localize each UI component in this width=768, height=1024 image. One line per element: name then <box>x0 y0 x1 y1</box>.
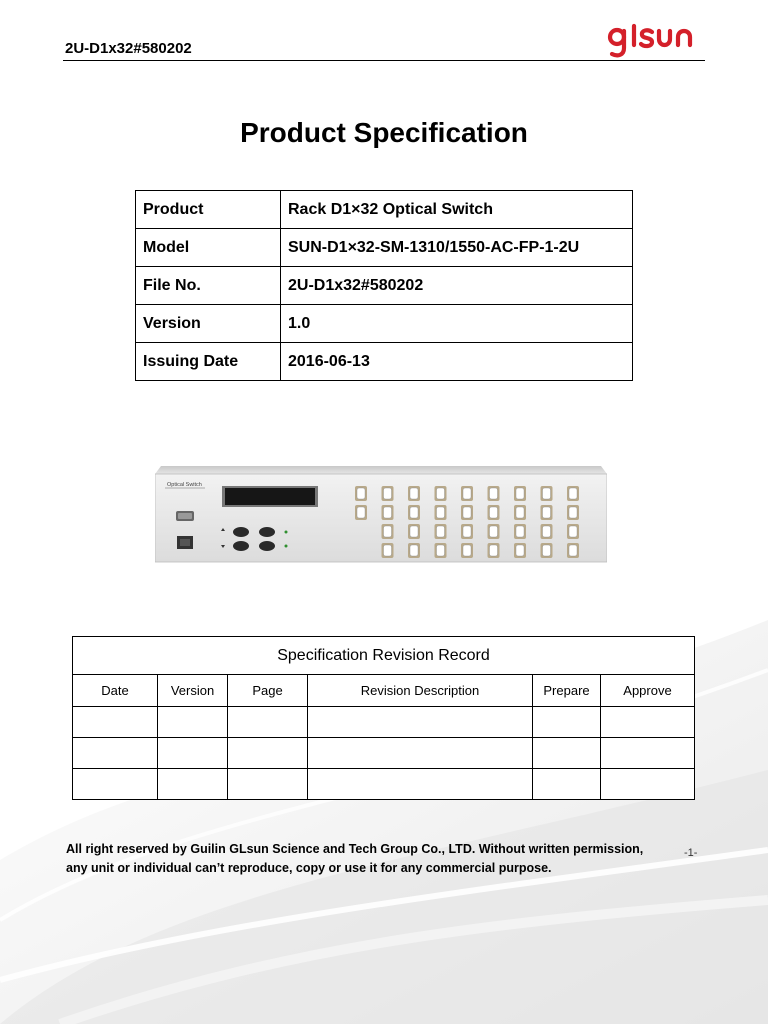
fiber-port-dust-cap <box>437 507 445 518</box>
optical-switch-device-image <box>155 458 607 564</box>
fiber-port-dust-cap <box>543 545 551 556</box>
fiber-port-dust-cap <box>516 507 524 518</box>
fiber-port-dust-cap <box>516 526 524 537</box>
fiber-port-dust-cap <box>437 545 445 556</box>
spec-row-file-no <box>136 267 633 305</box>
spec-key: Product <box>136 191 281 229</box>
table-cell <box>73 707 158 738</box>
panel-label: Optical Switch <box>167 482 202 488</box>
table-cell <box>73 769 158 800</box>
fiber-port-dust-cap <box>569 488 577 499</box>
table-cell <box>158 738 228 769</box>
fiber-port-dust-cap <box>490 526 498 537</box>
page-number: -1- <box>684 847 698 859</box>
table-cell <box>533 707 601 738</box>
table-cell <box>533 738 601 769</box>
fiber-port-dust-cap <box>490 488 498 499</box>
table-cell <box>308 707 533 738</box>
spec-value: SUN-D1×32-SM-1310/1550-AC-FP-1-2U <box>281 229 633 267</box>
fiber-port-dust-cap <box>543 488 551 499</box>
table-cell <box>228 707 308 738</box>
fiber-port-dust-cap <box>569 545 577 556</box>
table-cell <box>601 769 695 800</box>
col-header-prepare: Prepare <box>533 675 601 707</box>
fiber-port-dust-cap <box>463 488 471 499</box>
fiber-port-dust-cap <box>384 526 392 537</box>
fiber-port-dust-cap <box>543 526 551 537</box>
spec-key: Model <box>136 229 281 267</box>
fiber-port-dust-cap <box>437 488 445 499</box>
col-header-approve: Approve <box>601 675 695 707</box>
fiber-port-dust-cap <box>357 488 365 499</box>
fiber-port-dust-cap <box>410 526 418 537</box>
spec-table <box>135 190 633 381</box>
fiber-port-dust-cap <box>463 545 471 556</box>
col-header-version: Version <box>158 675 228 707</box>
fiber-port-dust-cap <box>357 507 365 518</box>
col-header-page: Page <box>228 675 308 707</box>
table-row <box>73 707 695 738</box>
table-cell <box>308 738 533 769</box>
spec-key: File No. <box>136 267 281 305</box>
table-cell <box>158 769 228 800</box>
spec-row-version <box>136 305 633 343</box>
fiber-port-dust-cap <box>437 526 445 537</box>
revision-table-caption: Specification Revision Record <box>73 637 695 675</box>
fiber-port-dust-cap <box>490 507 498 518</box>
fiber-port-dust-cap <box>516 545 524 556</box>
fiber-port-dust-cap <box>410 488 418 499</box>
copyright-line-1: All right reserved by Guilin GLsun Science and Tech Group Co., LTD. Without written permission, <box>66 842 644 856</box>
fiber-port-dust-cap <box>463 526 471 537</box>
col-header-date: Date <box>73 675 158 707</box>
table-cell <box>228 738 308 769</box>
spec-key: Version <box>136 305 281 343</box>
copyright-notice <box>66 840 716 878</box>
table-cell <box>308 769 533 800</box>
table-cell <box>158 707 228 738</box>
fiber-port-dust-cap <box>410 545 418 556</box>
spec-key: Issuing Date <box>136 343 281 381</box>
spec-value: 2016-06-13 <box>281 343 633 381</box>
fiber-port-dust-cap <box>543 507 551 518</box>
spec-row-model <box>136 229 633 267</box>
fiber-port-dust-cap <box>384 545 392 556</box>
table-cell <box>73 738 158 769</box>
table-cell <box>533 769 601 800</box>
revision-header-row <box>73 675 695 707</box>
spec-value: 1.0 <box>281 305 633 343</box>
glsun-logo <box>604 22 704 62</box>
fiber-port-dust-cap <box>410 507 418 518</box>
spec-value: Rack D1×32 Optical Switch <box>281 191 633 229</box>
fiber-port-dust-cap <box>463 507 471 518</box>
revision-record-table <box>72 636 695 800</box>
header-divider <box>63 60 705 61</box>
fiber-port-dust-cap <box>490 545 498 556</box>
table-cell <box>228 769 308 800</box>
table-row <box>73 738 695 769</box>
page-title: Product Specification <box>240 117 528 148</box>
spec-row-issuing-date <box>136 343 633 381</box>
fiber-port-dust-cap <box>516 488 524 499</box>
fiber-port-dust-cap <box>569 507 577 518</box>
table-cell <box>601 738 695 769</box>
spec-value: 2U-D1x32#580202 <box>281 267 633 305</box>
table-row <box>73 769 695 800</box>
document-code: 2U-D1x32#580202 <box>65 40 192 57</box>
table-cell <box>601 707 695 738</box>
fiber-port-dust-cap <box>569 526 577 537</box>
col-header-revision-description: Revision Description <box>308 675 533 707</box>
spec-row-product <box>136 191 633 229</box>
fiber-port-dust-cap <box>384 488 392 499</box>
fiber-port-dust-cap <box>384 507 392 518</box>
copyright-line-2: any unit or individual can’t reproduce, copy or use it for any commercial purpose. <box>66 861 552 875</box>
